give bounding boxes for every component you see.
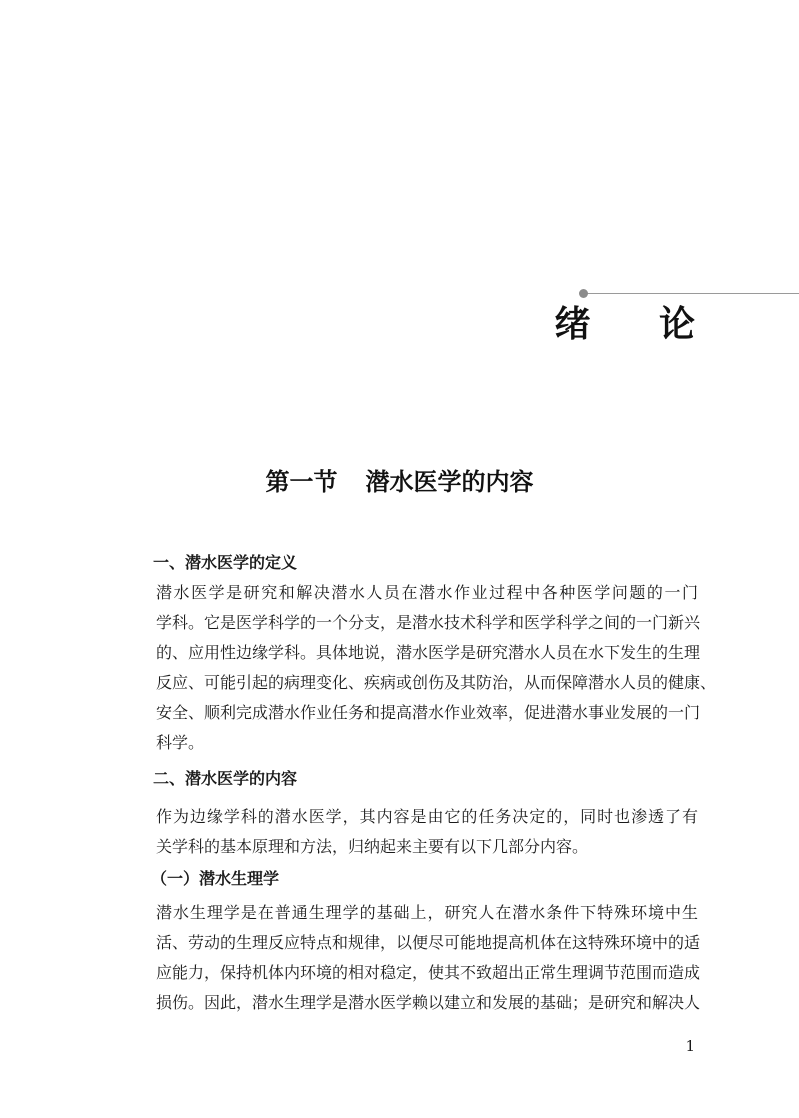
text-line: 的、应用性边缘学科。具体地说，潜水医学是研究潜水人员在水下发生的生理: [156, 643, 701, 662]
text-line: 损伤。因此，潜水生理学是潜水医学赖以建立和发展的基础；是研究和解决人: [156, 993, 701, 1012]
chapter-title: 绪 论: [554, 304, 723, 345]
section-title: [0, 462, 799, 502]
text-line: 反应、可能引起的病理变化、疾病或创伤及其防治，从而保障潜水人员的健康、: [156, 673, 717, 692]
section-name: 潜水医学的内容: [365, 467, 534, 496]
text-line: 安全、顺利完成潜水作业任务和提高潜水作业效率，促进潜水事业发展的一门: [156, 703, 701, 722]
text-line: 潜水医学是研究和解决潜水人员在潜水作业过程中各种医学问题的一门: [156, 583, 698, 602]
text-line: 作为边缘学科的潜水医学，其内容是由它的任务决定的，同时也渗透了有: [156, 807, 698, 826]
page-number: 1: [685, 1037, 695, 1055]
header-rule-dot: [579, 289, 588, 298]
paragraph-definition: [123, 578, 717, 758]
paragraph-content: [123, 802, 698, 862]
text-line: 关学科的基本原理和方法，归纳起来主要有以下几部分内容。: [156, 837, 589, 856]
header-rule: [583, 293, 799, 294]
text-line: 应能力，保持机体内环境的相对稳定，使其不致超出正常生理调节范围而造成: [156, 963, 701, 982]
text-line: 潜水生理学是在普通生理学的基础上，研究人在潜水条件下特殊环境中生: [156, 903, 698, 922]
body-text: [123, 548, 717, 1018]
heading-content: 二、潜水医学的内容: [153, 769, 298, 788]
section-number: 第一节: [265, 467, 338, 496]
text-line: 学科。它是医学科学的一个分支，是潜水技术科学和医学科学之间的一门新兴: [156, 613, 701, 632]
text-line: 科学。: [156, 733, 205, 752]
heading-physiology: （一）潜水生理学: [151, 869, 280, 888]
paragraph-physiology: [123, 898, 701, 1018]
heading-definition: 一、潜水医学的定义: [153, 553, 298, 572]
text-line: 活、劳动的生理反应特点和规律，以便尽可能地提高机体在这特殊环境中的适: [156, 933, 701, 952]
